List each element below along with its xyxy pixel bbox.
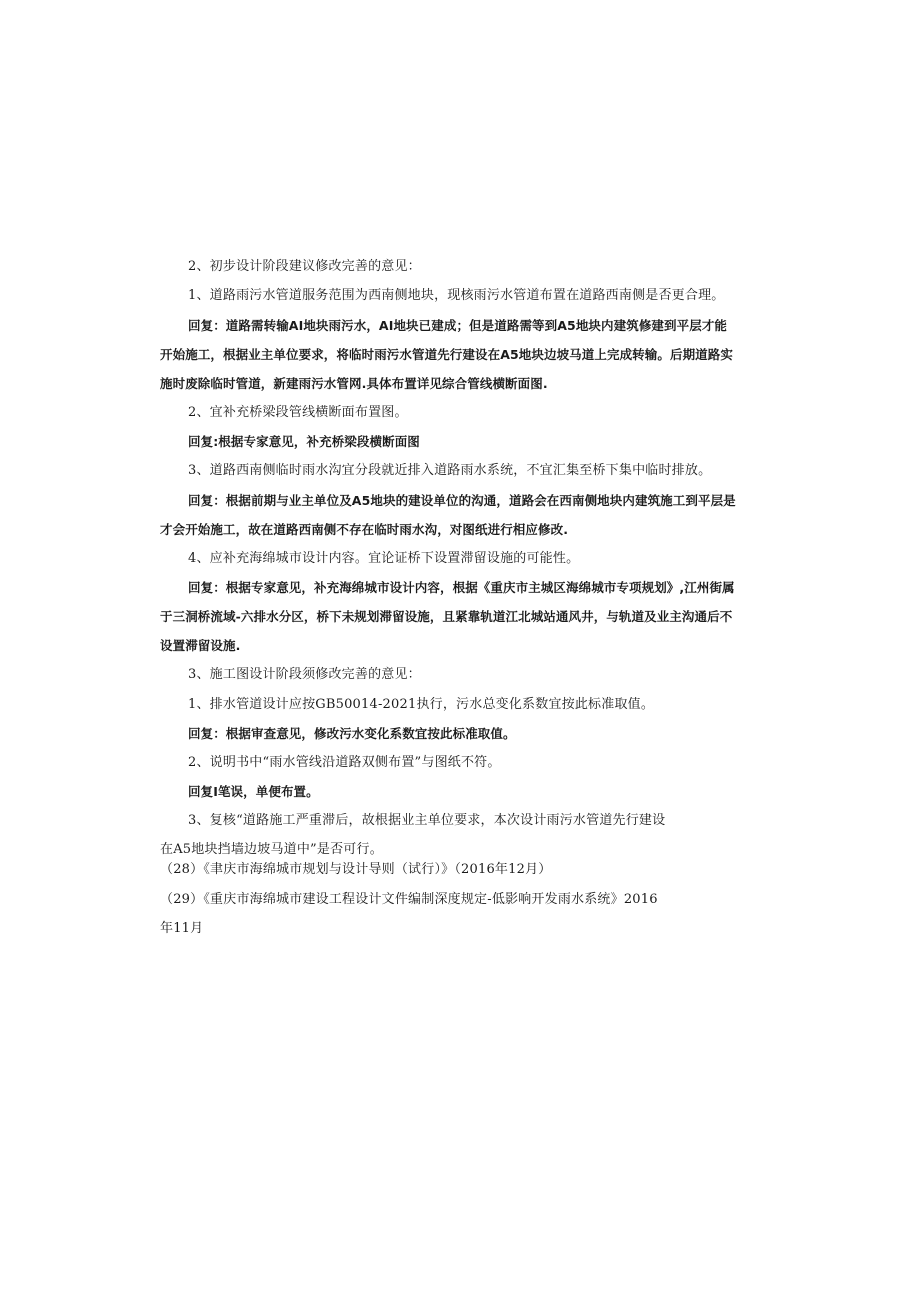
reference-item: （29）《重庆市海绵城市建设工程设计文件编制深度规定-低影响开发雨水系统》2016 [160,892,658,907]
opinion-item: 1、排水管道设计应按GB50014-2021执行，污水总变化系数宜按此标准取值。 [188,697,655,712]
reply-text: 回复:根据专家意见，补充桥梁段横断面图 [188,434,420,449]
reference-item-continued: 年11月 [160,921,204,936]
reply-text: 回复：根据专家意见，补充海绵城市设计内容，根据《重庆市主城区海绵城市专项规划》,江州街属 [188,580,735,595]
reply-text: 回复I笔误，单便布置。 [188,784,319,799]
reply-text: 设置滞留设施. [160,638,241,653]
opinion-item: 2、宜补充桥梁段管线横断面布置图。 [188,405,408,420]
opinion-item: 2、说明书中“雨水管线沿道路双侧布置”与图纸不符。 [188,755,501,770]
section-heading-preliminary-design: 2、初步设计阶段建议修改完善的意见： [188,259,421,274]
reply-text: 回复：道路需转输AI地块雨污水，AI地块已建成；但是道路需等到A5地块内建筑修建到平层才能 [188,318,728,333]
opinion-item: 3、道路西南侧临时雨水沟宜分段就近排入道路雨水系统，不宜汇集至桥下集中临时排放。 [188,463,712,478]
reply-text: 于三洞桥流域-六排水分区，桥下未规划滞留设施，且紧靠轨道江北城站通风井，与轨道及业主沟通后不 [160,609,733,624]
reply-text: 回复：根据前期与业主单位及A5地块的建设单位的沟通，道路会在西南侧地块内建筑施工到平层是 [188,493,736,508]
reply-text: 才会开始施工，故在道路西南侧不存在临时雨水沟，对图纸进行相应修改. [160,522,569,537]
opinion-item-continued: 在A5地块挡墙边坡马道中”是否可行。 [160,842,383,857]
opinion-item: 4、应补充海绵城市设计内容。宜论证桥下设置滞留设施的可能性。 [188,551,580,566]
reference-item: （28）《聿庆市海绵城市规划与设计导则（试行）》（2016年12月） [160,862,552,877]
reply-text: 开始施工，根据业主单位要求，将临时雨污水管道先行建设在A5地块边坡马道上完成转输。后期道路实 [160,347,733,362]
opinion-item: 1、道路雨污水管道服务范围为西南侧地块，现核雨污水管道布置在道路西南侧是否更合理。 [188,288,725,303]
reply-text: 施时废除临时管道，新建雨污水管网.具体布置详见综合管线横断面图. [160,376,548,391]
opinion-item: 3、复核“道路施工严重滞后，故根据业主单位要求，本次设计雨污水管道先行建设 [188,813,666,828]
reply-text: 回复：根据审查意见，修改污水变化系数宜按此标准取值。 [188,726,516,741]
section-heading-construction-drawing: 3、施工图设计阶段须修改完善的意见： [188,667,421,682]
